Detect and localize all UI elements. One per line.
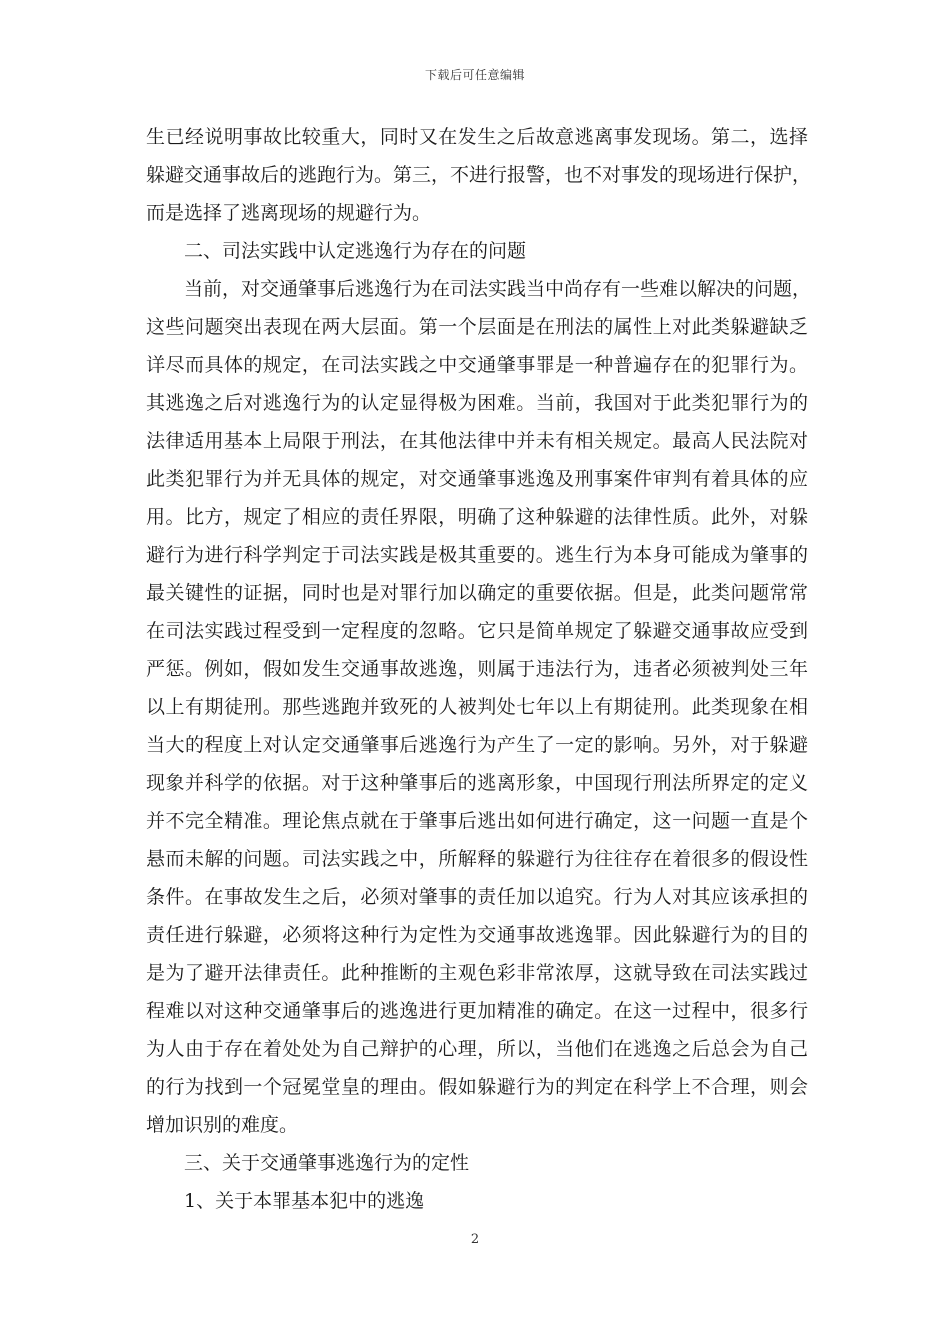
body-line: 最关键性的证据，同时也是对罪行加以确定的重要依据。但是，此类问题常常: [146, 582, 808, 604]
body-line: 严惩。例如，假如发生交通事故逃逸，则属于违法行为，违者必须被判处三年: [146, 658, 808, 680]
page-number: 2: [470, 1232, 480, 1247]
body-line: 现象并科学的依据。对于这种肇事后的逃离形象，中国现行刑法所界定的定义: [146, 772, 808, 794]
subsection-heading-1: 1、关于本罪基本犯中的逃逸: [184, 1190, 425, 1212]
body-line: 躲避交通事故后的逃跑行为。第三，不进行报警，也不对事发的现场进行保护，: [146, 164, 812, 186]
body-line: 用。比方，规定了相应的责任界限，明确了这种躲避的法律性质。此外，对躲: [146, 506, 808, 528]
body-line: 当大的程度上对认定交通肇事后逃逸行为产生了一定的影响。另外，对于躲避: [146, 734, 808, 756]
page-header: 下载后可任意编辑: [424, 68, 525, 82]
document-body: [146, 118, 812, 1220]
body-line: 增加识别的难度。: [146, 1114, 299, 1136]
body-line: 并不完全精准。理论焦点就在于肇事后逃出如何进行确定，这一问题一直是个: [146, 810, 808, 832]
body-line: 以上有期徒刑。那些逃跑并致死的人被判处七年以上有期徒刑。此类现象在相: [146, 696, 808, 718]
body-line: 而是选择了逃离现场的规避行为。: [146, 202, 432, 224]
body-line: 为人由于存在着处处为自己辩护的心理，所以，当他们在逃逸之后总会为自己: [146, 1038, 808, 1060]
body-line: 在司法实践过程受到一定程度的忽略。它只是简单规定了躲避交通事故应受到: [146, 620, 808, 642]
body-line: 是为了避开法律责任。此种推断的主观色彩非常浓厚，这就导致在司法实践过: [146, 962, 808, 984]
body-line: 生已经说明事故比较重大，同时又在发生之后故意逃离事发现场。第二，选择: [146, 126, 808, 148]
body-line: 程难以对这种交通肇事后的逃逸进行更加精准的确定。在这一过程中，很多行: [146, 1000, 808, 1022]
section-heading-3: 三、关于交通肇事逃逸行为的定性: [184, 1152, 470, 1174]
body-line: 责任进行躲避，必须将这种行为定性为交通事故逃逸罪。因此躲避行为的目的: [146, 924, 808, 946]
body-line: 此类犯罪行为并无具体的规定，对交通肇事逃逸及刑事案件审判有着具体的应: [146, 468, 808, 490]
body-line: 法律适用基本上局限于刑法，在其他法律中并未有相关规定。最高人民法院对: [146, 430, 808, 452]
body-line: 当前，对交通肇事后逃逸行为在司法实践当中尚存有一些难以解决的问题，: [184, 278, 812, 300]
body-line: 条件。在事故发生之后，必须对肇事的责任加以追究。行为人对其应该承担的: [146, 886, 808, 908]
body-line: 的行为找到一个冠冕堂皇的理由。假如躲避行为的判定在科学上不合理，则会: [146, 1076, 808, 1098]
body-line: 这些问题突出表现在两大层面。第一个层面是在刑法的属性上对此类躲避缺乏: [146, 316, 808, 338]
section-heading-2: 二、司法实践中认定逃逸行为存在的问题: [184, 240, 527, 262]
body-line: 悬而未解的问题。司法实践之中，所解释的躲避行为往往存在着很多的假设性: [146, 848, 808, 870]
body-line: 避行为进行科学判定于司法实践是极其重要的。逃生行为本身可能成为肇事的: [146, 544, 808, 566]
body-line: 详尽而具体的规定，在司法实践之中交通肇事罪是一种普遍存在的犯罪行为。: [146, 354, 808, 376]
body-line: 其逃逸之后对逃逸行为的认定显得极为困难。当前，我国对于此类犯罪行为的: [146, 392, 808, 414]
